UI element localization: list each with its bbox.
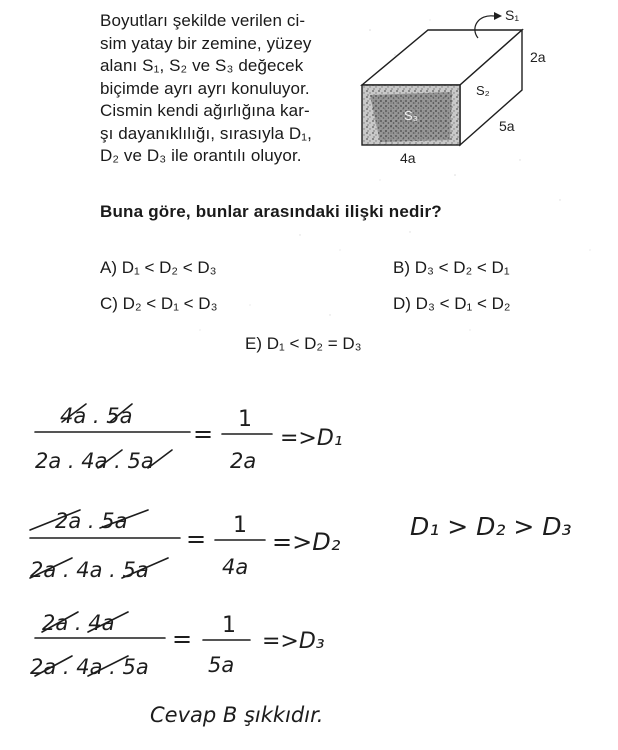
fraction-3-result-numerator: 1 xyxy=(222,613,236,638)
option-c[interactable]: C) D₂ < D₁ < D₃ xyxy=(100,294,218,313)
question-line: sim yatay bir zemine, yüzey xyxy=(100,33,312,53)
equals-sign: = xyxy=(193,420,214,448)
fraction-2-arrow: =>D₂ xyxy=(272,528,341,556)
fraction-1-result-numerator: 1 xyxy=(238,407,252,432)
label-width: 4a xyxy=(400,150,416,166)
label-depth: 5a xyxy=(499,118,515,134)
fraction-1-arrow: =>D₁ xyxy=(280,426,343,451)
question-line: Boyutları şekilde verilen ci- xyxy=(100,11,306,30)
label-s2: S₂ xyxy=(476,83,490,98)
fraction-3-numerator: 2a . 4a xyxy=(42,611,115,635)
fraction-2-denominator: 2a . 4a . 5a xyxy=(30,558,149,582)
option-b[interactable]: B) D₃ < D₂ < D₁ xyxy=(393,258,510,277)
fraction-2-result-numerator: 1 xyxy=(233,513,247,538)
option-d[interactable]: D) D₃ < D₁ < D₂ xyxy=(393,294,511,313)
question-line: biçimde ayrı ayrı konuluyor. xyxy=(100,78,310,98)
option-e[interactable]: E) D₁ < D₂ = D₃ xyxy=(245,334,362,353)
fraction-1-denominator: 2a . 4a . 5a xyxy=(35,449,154,473)
answer-note: Cevap B şıkkıdır. xyxy=(150,703,324,727)
question-line: D₂ ve D₃ ile orantılı oluyor. xyxy=(100,146,302,165)
fraction-2-result-denominator: 4a xyxy=(222,555,249,579)
fraction-1-result-denominator: 2a xyxy=(230,449,257,473)
fraction-3-denominator: 2a . 4a . 5a xyxy=(30,655,149,679)
handwritten-solution xyxy=(0,380,618,750)
label-s3: S₃ xyxy=(404,108,418,123)
box-figure xyxy=(350,0,618,175)
equals-sign: = xyxy=(172,625,193,653)
label-s1: S₁ xyxy=(505,7,520,23)
fraction-3-result-denominator: 5a xyxy=(208,653,235,677)
fraction-1-numerator: 4a . 5a xyxy=(60,404,133,428)
question-line: Cismin kendi ağırlığına kar- xyxy=(100,101,310,120)
question-line: alanı S₁, S₂ ve S₃ değecek xyxy=(100,56,304,75)
relation-result: D₁ > D₂ > D₃ xyxy=(410,512,572,541)
question-ask: Buna göre, bunlar arasındaki ilişki nedir? xyxy=(100,202,442,221)
fraction-3-arrow: =>D₃ xyxy=(262,629,325,654)
question-text xyxy=(100,10,370,168)
label-height: 2a xyxy=(530,49,546,65)
fraction-2-numerator: 2a . 5a xyxy=(55,509,128,533)
question-line: şı dayanıklılığı, sırasıyla D₁, xyxy=(100,123,312,143)
equals-sign: = xyxy=(186,525,207,553)
option-a[interactable]: A) D₁ < D₂ < D₃ xyxy=(100,258,217,277)
s1-arrowhead-icon xyxy=(494,12,502,20)
